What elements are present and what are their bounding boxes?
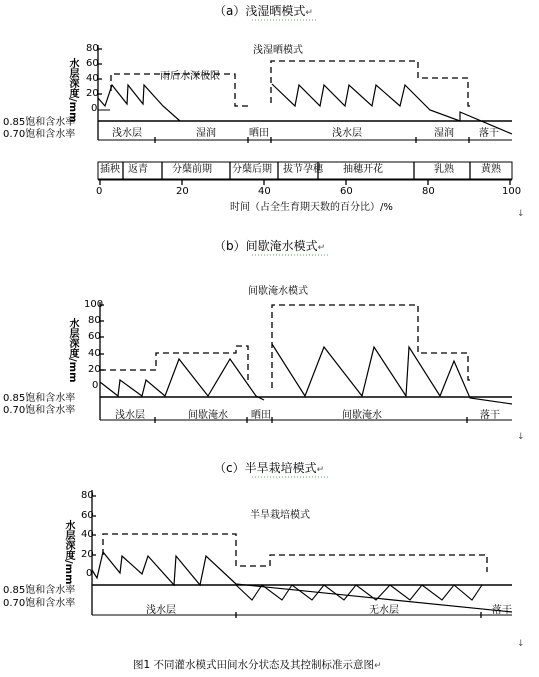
panel-b-heading: （b）间歇淹水模式↵ [214,239,326,253]
panel-b-upper-limit-dashed [100,305,474,388]
panel-b-y-tick: 80 [88,315,101,326]
panel-b-phase: 落干 [480,410,500,421]
panel-a-phase: 湿润 [196,128,216,139]
panel-c-phase: 落干 [492,605,512,616]
paragraph-mark: ↵ [374,661,382,671]
panel-c-y-tick: 40 [81,529,94,540]
panel-a-x-tick: 40 [258,186,271,197]
panel-a-y-tick: 0 [91,103,98,114]
panel-a-x-tick: 20 [176,186,189,197]
panel-a-stage: 乳熟 [434,164,454,175]
panel-c-y-tick: 0 [86,568,93,579]
panel-c-y-tick: 20 [81,549,94,560]
panel-a-phase: 湿润 [434,128,454,139]
panel-a-rain-limit-label: 雨后水深极限 [160,71,220,82]
panel-c-water-depth-line [92,552,512,612]
panel-a-x-axis-label: 时间（占全生育期天数的百分比）/% [230,202,393,213]
page-mark: ↓ [517,209,525,219]
panel-b-mode-label: 间歇淹水模式 [248,286,308,297]
paragraph-mark: ↵ [317,243,326,253]
panel-b-y-tick: 20 [88,364,101,375]
panel-a-y-tick: 20 [86,88,99,99]
panel-a-stage: 黄熟 [481,164,501,175]
panel-a-stage: 分蘖后期 [232,164,272,175]
panel-a-stage: 拔节孕穗 [283,164,323,175]
panel-b-sat-070: 0.70饱和含水率 [3,405,76,416]
panel-a-stage: 抽穗开花 [343,164,383,175]
panel-b-y-tick: 60 [88,331,101,342]
panel-b-y-tick: 100 [84,299,104,310]
panel-a-stage: 分蘖前期 [172,164,212,175]
panel-b-phase: 间歇淹水 [342,410,382,421]
panel-b-y-tick: 0 [92,380,99,391]
panel-b-y-tick: 40 [88,348,101,359]
panel-c-phase: 浅水层 [146,605,176,616]
panel-a-stage: 插秧 [100,164,120,175]
panel-a-stage-box [98,162,512,179]
panel-a-phase: 晒田 [249,128,269,139]
panel-c-sat-070: 0.70饱和含水率 [3,598,76,609]
panel-a-y-axis-label: 水层深度/mm [67,58,78,123]
panel-a-heading: （a）浅湿晒模式↵ [214,4,313,18]
panel-b-sat-085: 0.85饱和含水率 [3,393,76,404]
panel-c-phase: 无水层 [369,605,399,616]
panel-a-y-tick: 40 [86,73,99,84]
panel-a-y-tick: 60 [86,58,99,69]
panel-a-stage: 返青 [128,164,148,175]
panel-c-mode-label: 半旱栽培模式 [250,510,310,521]
panel-a-x-tick: 100 [502,186,522,197]
panel-b-phase: 间歇淹水 [188,410,228,421]
panel-a-mode-label: 浅湿晒模式 [253,45,303,56]
page-mark: ↓ [517,639,525,649]
panel-a-water-depth-line [98,84,512,134]
panel-a-phase: 落干 [479,128,499,139]
panel-b-water-depth-line [100,344,512,404]
panel-c-y-tick: 80 [81,490,94,501]
panel-c-y-axis-label: 水层深度/mm [63,520,74,585]
figure-caption: 图1 不同灌水模式田间水分状态及其控制标准示意图↵ [133,659,382,671]
panel-c-heading: （c）半旱栽培模式↵ [214,461,325,475]
panel-c-upper-limit-dashed [103,534,487,572]
panel-a-phase: 浅水层 [332,128,362,139]
panel-a-x-tick: 60 [340,186,353,197]
panel-c-y-tick: 60 [81,510,94,521]
panel-b-phase: 浅水层 [115,410,145,421]
panel-a-sat-085: 0.85饱和含水率 [3,117,76,128]
paragraph-mark: ↵ [305,8,313,18]
paragraph-mark: ↵ [316,465,325,475]
page-mark: ↓ [517,432,525,442]
panel-b-phase: 晒田 [251,410,271,421]
panel-a-sat-070: 0.70饱和含水率 [3,129,76,140]
panel-a-phase: 浅水层 [112,128,142,139]
panel-a-x-tick: 80 [422,186,435,197]
panel-a-y-tick: 80 [86,43,99,54]
panel-b-y-axis-label: 水层深度/mm [67,318,78,383]
panel-c-sat-085: 0.85饱和含水率 [3,585,76,596]
panel-a-x-tick: 0 [96,186,103,197]
